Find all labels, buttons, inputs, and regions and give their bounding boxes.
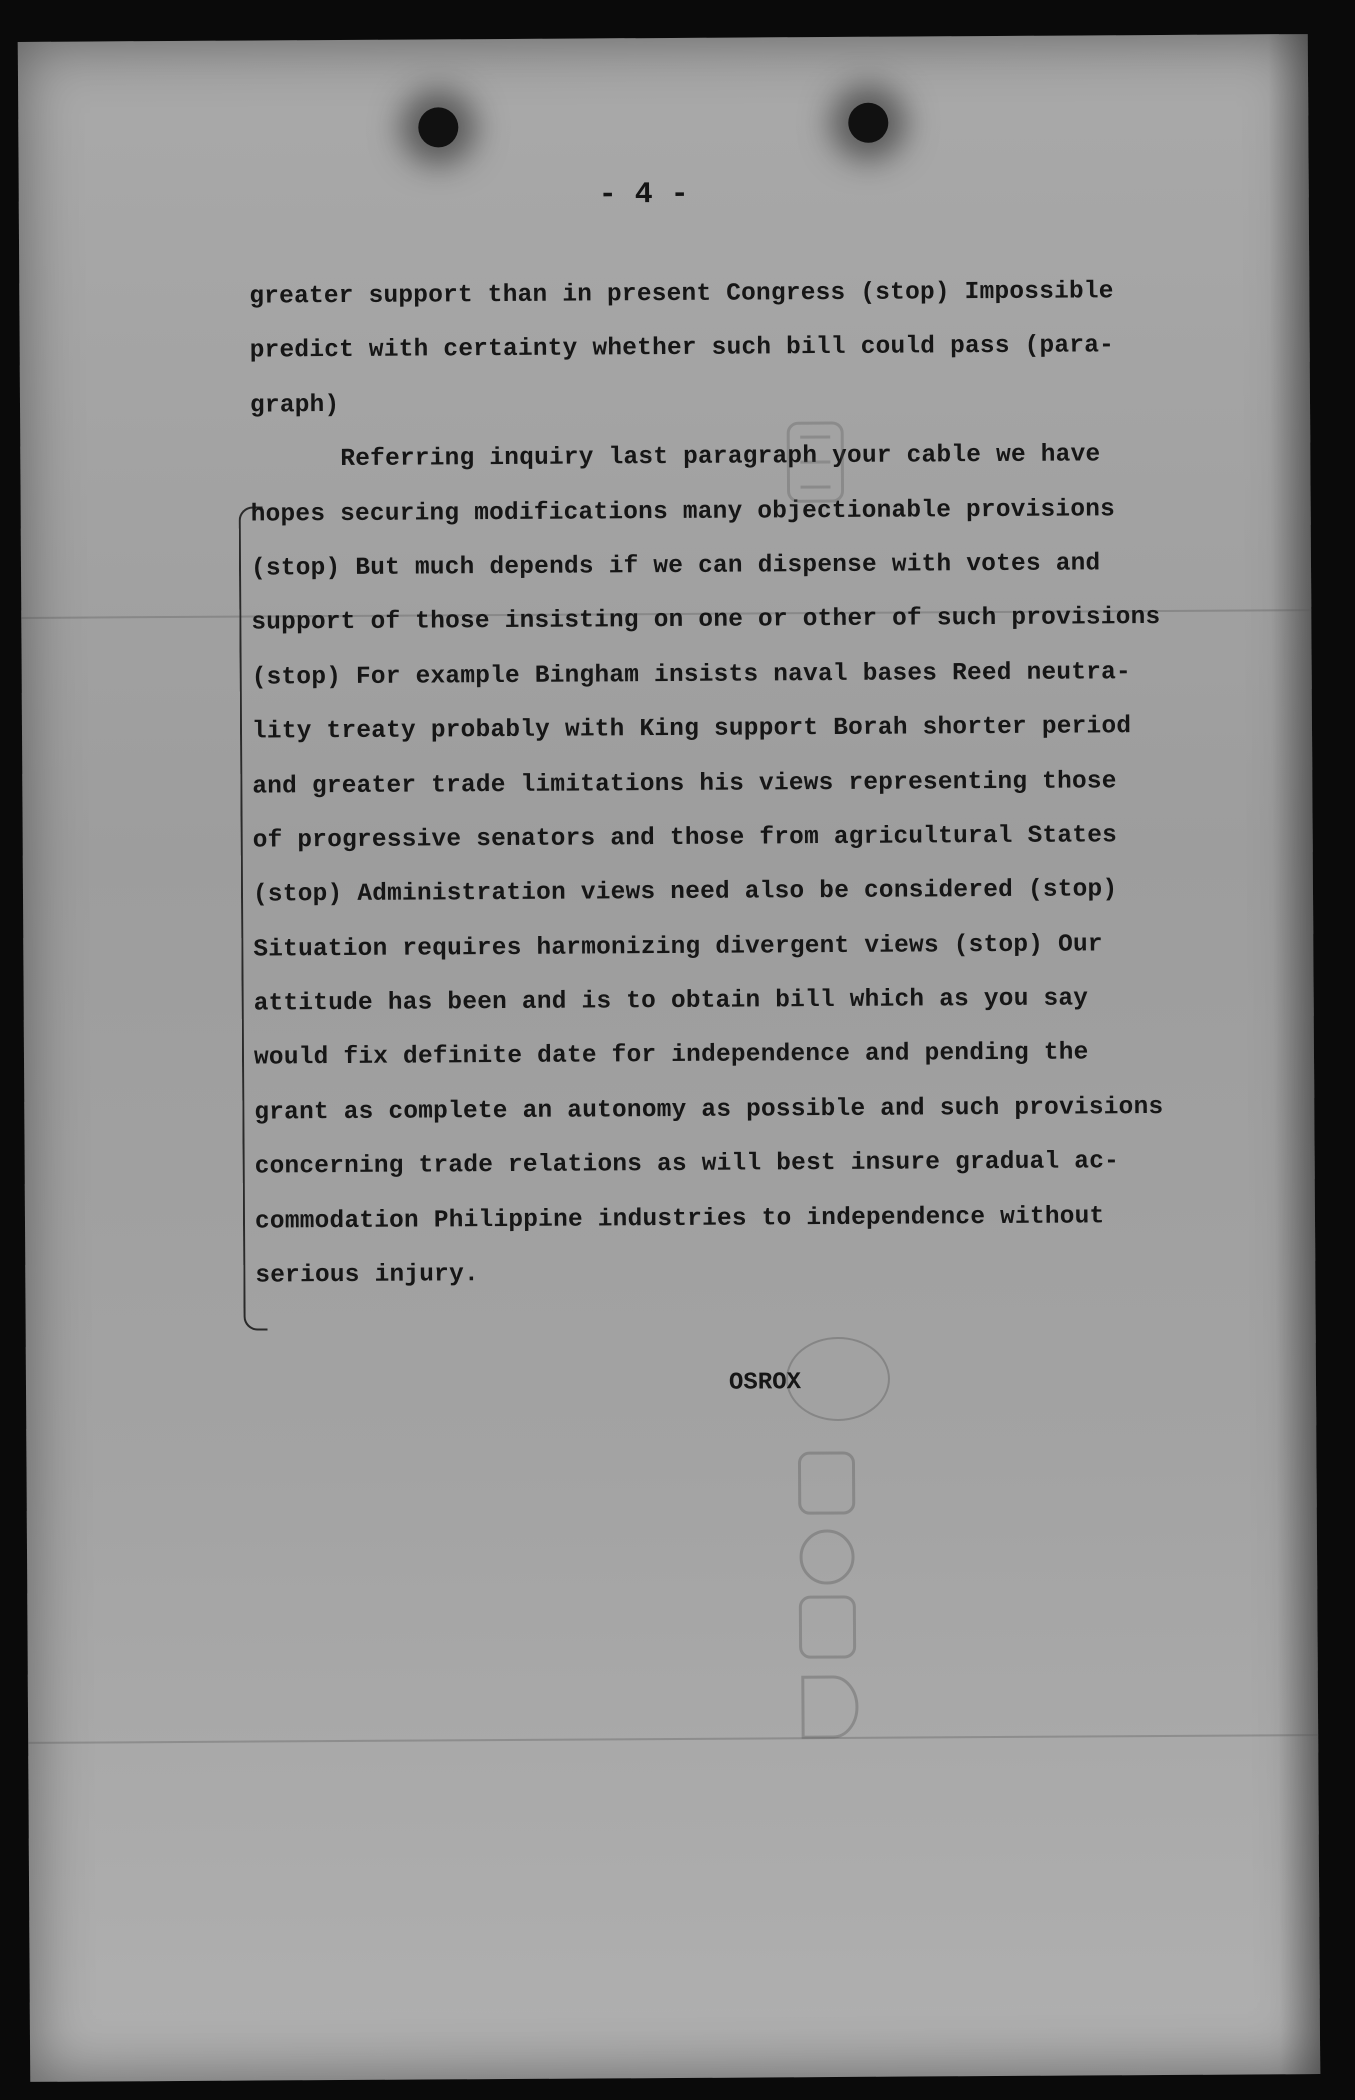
text-line: would fix definite date for independence and pending the xyxy=(253,1039,1089,1073)
faint-stamp xyxy=(786,1337,891,1422)
text-line: grant as complete an autonomy as possible and such provisions xyxy=(254,1093,1164,1127)
page-edge-shadow xyxy=(1268,34,1320,2074)
punch-hole xyxy=(418,107,458,147)
watermark-stamp xyxy=(791,1447,863,1747)
text-line: (stop) But much depends if we can dispense with votes and xyxy=(250,550,1101,583)
watermark-stamp xyxy=(780,417,851,507)
text-line: (stop) Administration views need also be considered (stop) xyxy=(252,876,1118,909)
text-line: serious injury. xyxy=(255,1261,479,1290)
text-line: commodation Philippine industries to independence without xyxy=(254,1202,1105,1236)
text-line: of progressive senators and those from agricultural States xyxy=(252,822,1118,855)
text-line: predict with certainty whether such bill could pass (para- xyxy=(249,332,1115,365)
text-line: hopes securing modifications many objectionable provisions xyxy=(250,495,1116,529)
page-number: - 4 - xyxy=(598,177,689,213)
text-line: concerning trade relations as will best insure gradual ac- xyxy=(254,1148,1120,1181)
text-line: greater support than in present Congress (stop) Impossible xyxy=(249,278,1114,311)
text-line: and greater trade limitations his views representing those xyxy=(252,767,1117,801)
text-line: (stop) For example Bingham insists naval bases Reed neutra- xyxy=(251,658,1131,692)
text-line: graph) xyxy=(249,391,340,420)
text-line: attitude has been and is to obtain bill which as you say xyxy=(253,985,1089,1018)
signature: OSROX xyxy=(728,1369,802,1397)
text-line: lity treaty probably with King support Borah shorter period xyxy=(251,713,1132,746)
typed-body-text xyxy=(249,264,1255,1304)
fold-line xyxy=(28,1734,1318,1744)
text-line: Situation requires harmonizing divergent views (stop) Our xyxy=(253,931,1103,964)
text-line: support of those insisting on one or other of such provisions xyxy=(251,604,1161,637)
document-page xyxy=(18,34,1320,2082)
punch-hole xyxy=(848,103,888,143)
text-line: Referring inquiry last paragraph your cable we have xyxy=(340,441,1101,474)
